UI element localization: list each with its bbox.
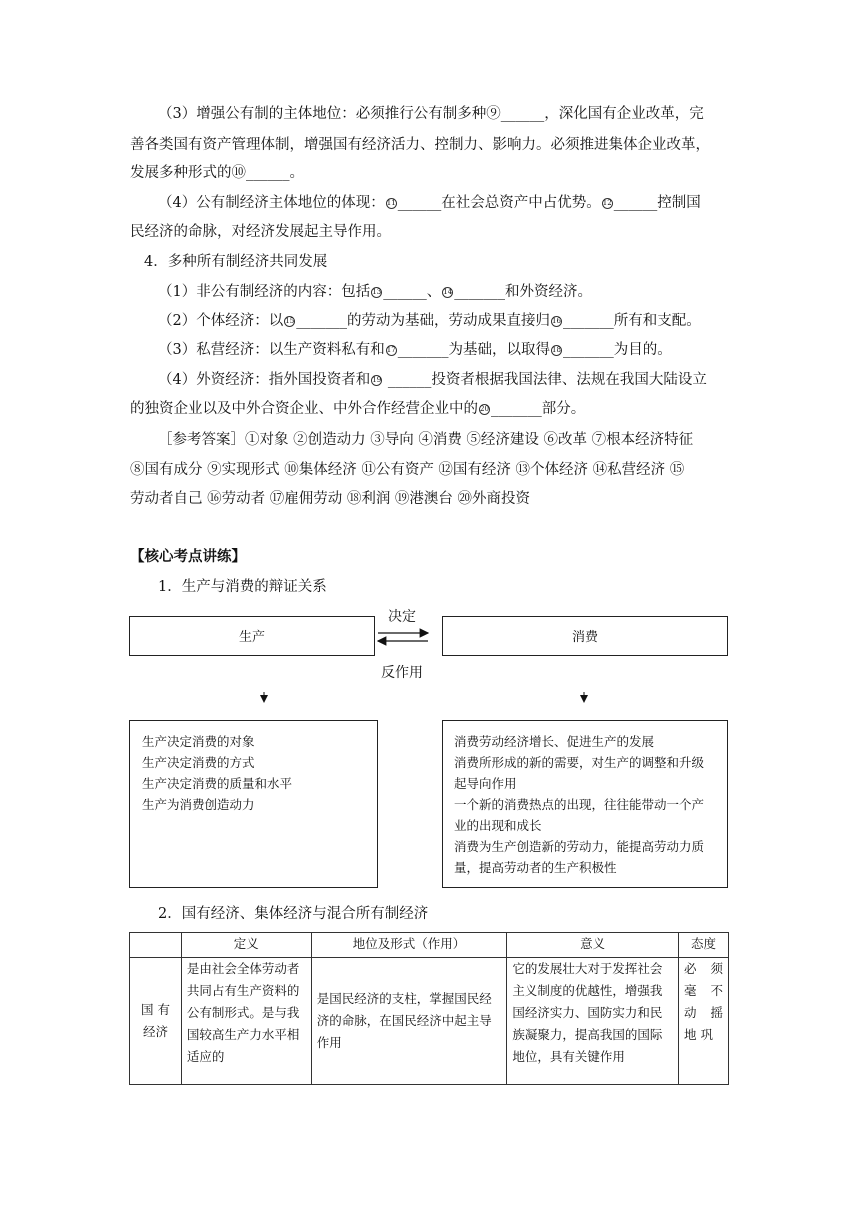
item-3-blank-b: _______为目的。	[562, 342, 672, 358]
item-4-text: （4）外资经济：指外国投资者和	[158, 372, 371, 388]
production-effect-item: 生产为消费创造动力	[142, 797, 255, 812]
production-effects-box	[129, 720, 378, 888]
section-4-title: 4．多种所有制经济共同发展	[144, 254, 328, 270]
consumption-effect-item: 业的出现和成长	[454, 818, 542, 833]
para-4-text-b: ______在社会总资产中占优势。	[397, 195, 601, 211]
determines-label: 决定	[388, 609, 416, 625]
para-4-line2: 民经济的命脉，对经济发展起主导作用。	[130, 224, 391, 240]
table-header-cell: 定义	[181, 933, 311, 958]
item-4-blank-a: ______投资者根据我国法律、法规在我国大陆设立	[383, 372, 707, 388]
marker-20: 20	[480, 404, 489, 413]
consumption-label: 消费	[571, 630, 598, 645]
item-1-blank-a: ______、	[383, 284, 442, 300]
status-cell: 是国民经济的支柱，掌握国民经济的命脉，在国民经济中起主导作用	[311, 958, 507, 1085]
economy-table	[129, 932, 729, 1085]
para-4-text-a: （4）公有制经济主体地位的体现：	[158, 195, 385, 211]
table-header-cell: 意义	[507, 933, 679, 958]
row-name-cell: 国 有 经济	[130, 958, 182, 1085]
consumption-effect-item: 消费为生产创造新的劳动力，能提高劳动力质	[454, 839, 705, 854]
marker-13: 13	[372, 287, 382, 296]
production-label: 生产	[238, 630, 265, 645]
item-1-text: （1）非公有制经济的内容：包括	[158, 284, 371, 300]
answers-line1: ［参考答案］①对象 ②创造动力 ③导向 ④消费 ⑤经济建设 ⑥改革 ⑦根本经济特征	[158, 432, 694, 448]
attitude-cell: 必 须 毫 不 动 摇 地 巩	[679, 958, 729, 1085]
consumption-effects-list	[454, 731, 704, 878]
diagram-title: 1．生产与消费的辩证关系	[158, 579, 327, 595]
meaning-cell: 它的发展壮大对于发挥社会主义制度的优越性，增强我国经济实力、国防实力和民族凝聚力，提高我国的国际地位，具有关键作用	[507, 958, 679, 1085]
table-header-cell: 态度	[679, 933, 729, 958]
marker-11: 11	[386, 198, 396, 207]
marker-17: 17	[386, 345, 396, 354]
marker-14: 14	[443, 287, 453, 296]
item-4-blank-b: _______部分。	[491, 401, 586, 417]
item-1-blank-b: _______和外资经济。	[454, 284, 592, 300]
table-title: 2．国有经济、集体经济与混合所有制经济	[158, 906, 429, 922]
consumption-effect-item: 消费劳动经济增长、促进生产的发展	[454, 734, 655, 749]
para-3-line3: 发展多种形式的⑩______。	[130, 165, 304, 181]
consumption-effect-item: 消费所形成的新的需要，对生产的调整和升级	[454, 755, 705, 770]
item-3-text: （3）私营经济：以生产资料私有和	[158, 342, 385, 358]
production-effect-item: 生产决定消费的质量和水平	[142, 776, 293, 791]
reaction-label: 反作用	[381, 665, 423, 681]
answers-line2: ⑧国有成分 ⑨实现形式 ⑩集体经济 ⑪公有资产 ⑫国有经济 ⑬个体经济 ⑭私营经济 ⑮	[130, 462, 685, 478]
section-heading: 【核心考点讲练】	[130, 548, 246, 565]
marker-15: 15	[285, 316, 295, 325]
marker-18: 18	[552, 345, 561, 354]
answers-line3: 劳动者自己 ⑯劳动者 ⑰雇佣劳动 ⑱利润 ⑲港澳台 ⑳外商投资	[130, 491, 531, 507]
para-3-line1: （3）增强公有制的主体地位：必须推行公有制多种⑨______，深化国有企业改革，完	[158, 106, 704, 122]
table-header-cell: 地位及形式（作用）	[311, 933, 507, 958]
marker-19: 19	[372, 375, 382, 384]
table-row	[130, 958, 729, 1085]
para-4-text-c: ______控制国	[613, 195, 701, 211]
marker-16: 16	[552, 316, 561, 325]
consumption-effects-box	[442, 720, 728, 888]
table-header-cell	[130, 933, 182, 958]
para-3-line2: 善各类国有资产管理体制，增强国有经济活力、控制力、影响力。必须推进集体企业改革，	[130, 137, 710, 153]
marker-12: 12	[602, 198, 612, 207]
item-2-text: （2）个体经济：以	[158, 313, 284, 329]
consumption-effect-item: 起导向作用	[454, 776, 517, 791]
production-effect-item: 生产决定消费的对象	[142, 734, 255, 749]
consumption-effect-item: 一个新的消费热点的出现，往往能带动一个产	[454, 797, 705, 812]
item-2-blank-b: _______所有和支配。	[562, 313, 701, 329]
table-header-row	[130, 933, 729, 958]
item-2-blank-a: _______的劳动为基础，劳动成果直接归	[296, 313, 550, 329]
production-effect-item: 生产决定消费的方式	[142, 755, 255, 770]
item-3-blank-a: _______为基础，以取得	[397, 342, 550, 358]
production-effects-list	[142, 731, 292, 815]
definition-cell: 是由社会全体劳动者共同占有生产资料的公有制形式。是与我国较高生产力水平相适应的	[181, 958, 311, 1085]
consumption-effect-item: 量，提高劳动者的生产积极性	[454, 860, 617, 875]
item-4-text-2: 的独资企业以及中外合资企业、中外合作经营企业中的	[130, 401, 478, 417]
